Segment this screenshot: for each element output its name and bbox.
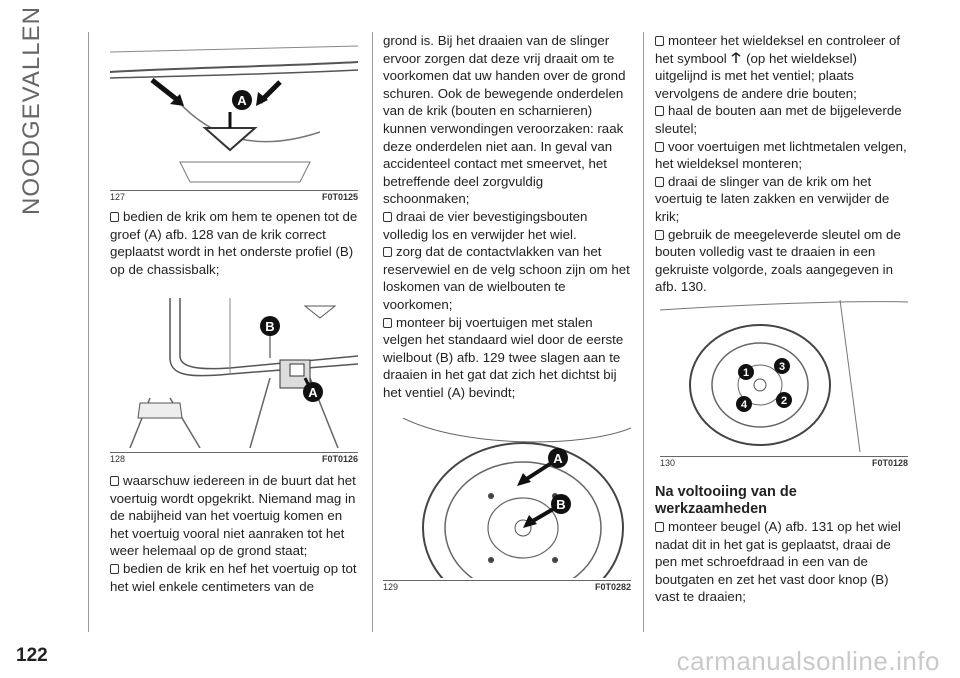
figure-code: F0T0126	[321, 454, 358, 464]
bullet-icon	[110, 212, 119, 222]
figure-number: 128	[110, 454, 126, 464]
bullet-icon	[110, 564, 119, 574]
figure-number: 130	[660, 458, 676, 468]
figure-129	[383, 418, 631, 578]
figure-label-b: B	[265, 319, 275, 334]
figure-label-4: 4	[740, 399, 748, 411]
figure-code: F0T0282	[594, 582, 631, 592]
bullet-icon	[110, 476, 119, 486]
figure-label-a: A	[553, 451, 563, 466]
figure-caption	[383, 580, 631, 593]
bullet-icon	[383, 247, 392, 257]
figure-number: 127	[110, 192, 126, 202]
page-number: 122	[16, 645, 48, 666]
bullet-icon	[655, 142, 664, 152]
watermark: carmanualsonline.info	[676, 646, 940, 676]
column-1-text-b: waarschuw iedereen in de buurt dat het voertuig wordt opgekrikt. Niemand mag in de nabijheid van het voertuig komen en het voertuig vooral niet aanraken tot het weer helemaal op de grond staat; bedien de krik en hef het voertuig op tot het wiel enkele centimeters van de	[110, 473, 357, 594]
bullet-icon	[655, 106, 664, 116]
column-3-text-a: monteer het wieldeksel en controleer of het symbool (op het wieldeksel) uitgelijnd is met het ventiel; plaats vervolgens de andere drie bouten; haal de bouten aan met de bijgeleverde sleutel; voor voertuigen met lichtmetalen velgen, het wieldeksel monteren; draai de slinger van de krik om het voertuig te laten zakken en verwijder de krik; gebruik de meegeleverde sleutel om de bouten volledig vast te draaien in een gekruiste volgorde, zoals aangegeven in afb. 130.	[655, 33, 907, 295]
divider	[88, 32, 89, 632]
column-2-text: grond is. Bij het draaien van de slinger ervoor zorgen dat deze vrij draait om te voorkomen dat uw handen over de grond schuren. Ook de bewegende onderdelen van de krik (bouten en scharnieren) kunnen verwondingen veroorzaken: raak deze onderdelen niet aan. In geval van accidenteel contact met smeervet, het betreffende deel zorgvuldig schoonmaken; draai de vier bevestigingsbouten volledig los en verwijder het wiel. zorg dat de contactvlakken van het reservewiel en de velg schoon zijn om het loskomen van de wielbouten te voorkomen; monteer bij voertuigen met stalen velgen het standaard wiel door de eerste wielbout (B) afb. 129 twee slagen aan te draaien in het gat dat zich het dichtst bij het ventiel (A) bevindt;	[383, 32, 633, 401]
figure-label-a: A	[237, 93, 247, 108]
paragraph: grond is. Bij het draaien van de slinger ervoor zorgen dat deze vrij draait om te voorkomen dat uw handen over de grond schuren. Ook de bewegende onderdelen van de krik (bouten en scharnieren) kunnen verwondingen veroorzaken: raak deze onderdelen niet aan. In geval van accidenteel contact met smeervet, het betreffende deel zorgvuldig schoonmaken;	[383, 33, 626, 207]
divider	[372, 32, 373, 632]
section-title: NOODGEVALLEN	[18, 6, 45, 215]
bullet-icon	[383, 212, 392, 222]
figure-code: F0T0125	[321, 192, 358, 202]
figure-caption	[110, 190, 358, 203]
wheel-symbol-icon	[730, 52, 742, 64]
section-heading: Na voltooiing van de werkzaamheden	[655, 484, 797, 517]
figure-128	[110, 298, 358, 448]
figure-130	[660, 300, 908, 452]
bullet-icon	[383, 318, 392, 328]
figure-caption	[110, 452, 358, 465]
bullet-icon	[655, 522, 664, 532]
bullet-icon	[655, 36, 664, 46]
figure-label-a: A	[308, 385, 318, 400]
bullet-icon	[655, 177, 664, 187]
bullet-icon	[655, 230, 664, 240]
figure-127	[110, 32, 358, 188]
divider	[643, 32, 644, 632]
figure-label-2: 2	[780, 395, 788, 407]
figure-caption	[660, 456, 908, 469]
figure-code: F0T0128	[871, 458, 908, 468]
figure-label-3: 3	[778, 361, 786, 373]
column-3-text-b: Na voltooiing van de werkzaamheden monteer beugel (A) afb. 131 op het wiel nadat dit in het gat is geplaatst, draai de pen met schroefdraad in een van de boutgaten en zet het vast door knop (B) vast te draaien;	[655, 484, 910, 606]
figure-label-b: B	[556, 497, 566, 512]
figure-label-1: 1	[742, 367, 750, 379]
column-1-text-a: bedien de krik om hem te openen tot de groef (A) afb. 128 van de krik correct geplaatst wordt in het onderste profiel (B) op de chassisbalk;	[110, 209, 358, 277]
figure-number: 129	[383, 582, 399, 592]
